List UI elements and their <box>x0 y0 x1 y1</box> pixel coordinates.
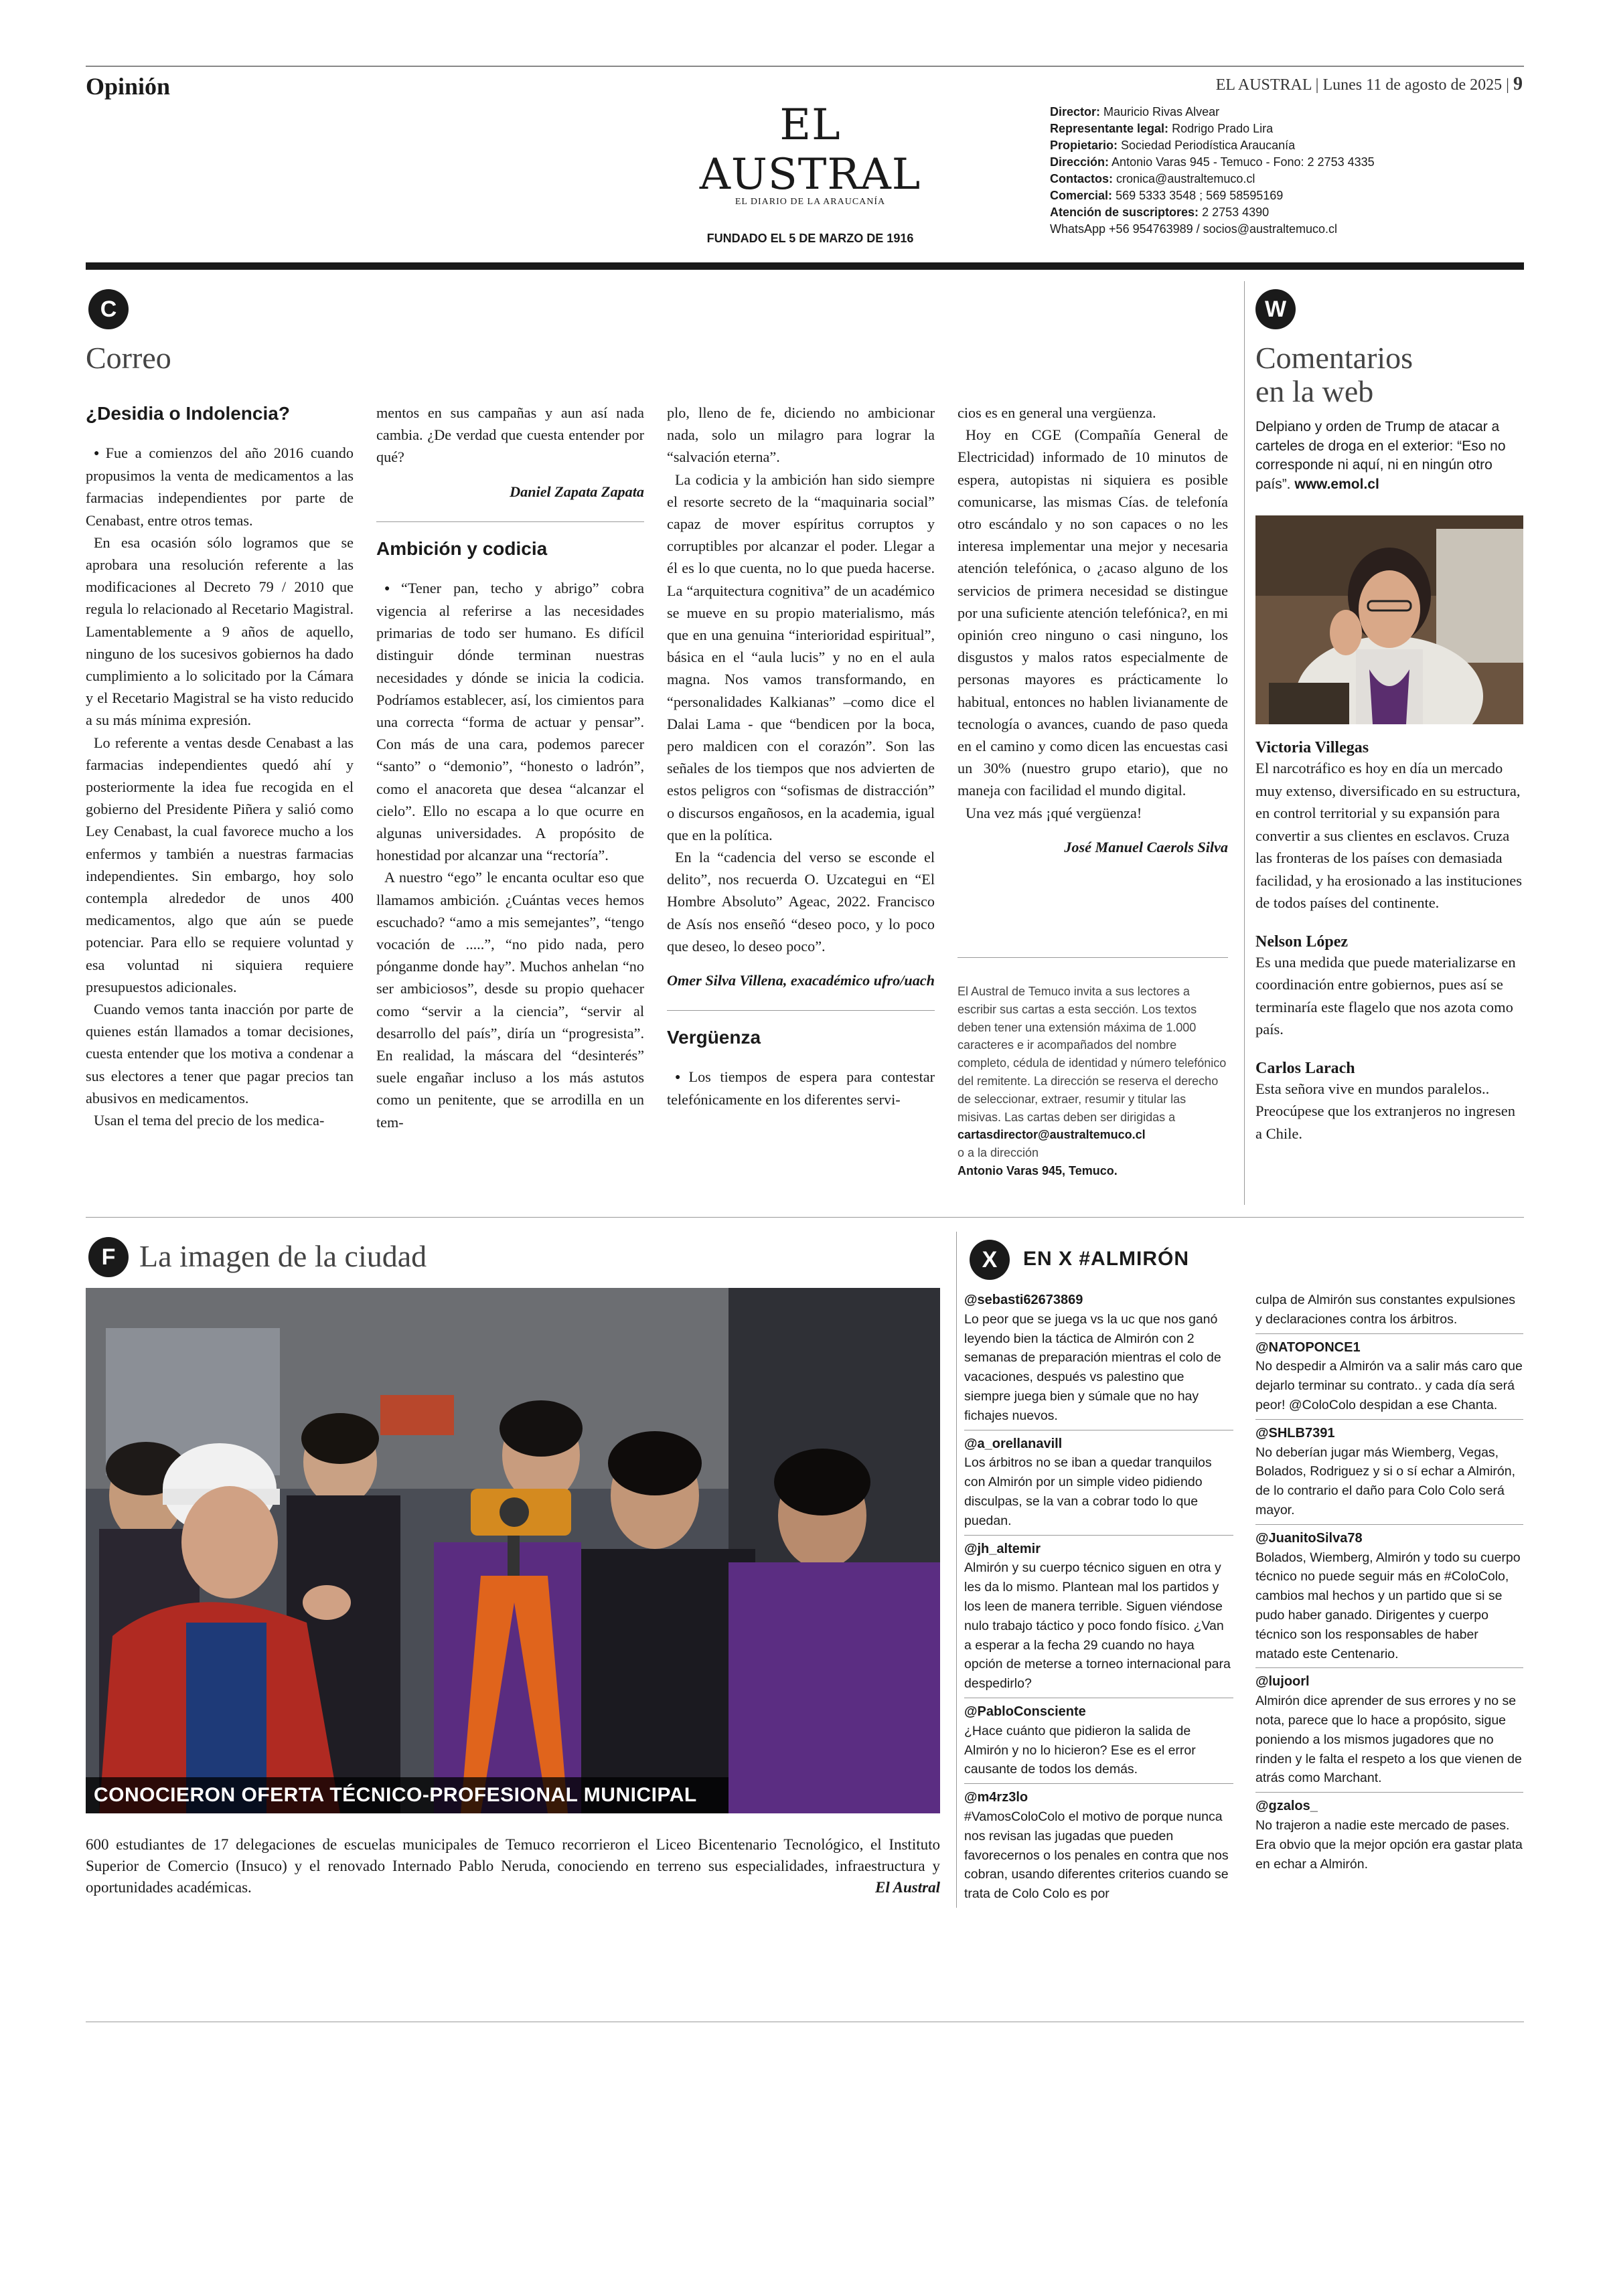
tweet <box>1255 1672 1523 1793</box>
tweet-text: Almirón y su cuerpo técnico siguen en otra y les da lo mismo. Plantean mal los partidos y los leen de manera terrible. Siguen viéndose nulo trabajo táctico y poco fondo físico. ¿Van a esperar a la fecha 29 cuando no haya opción de meterse a torneo internacional para despedirlo? <box>964 1560 1231 1692</box>
letter-paragraph: En la “cadencia del verso se esconde el delito”, nos recuerda O. Uzcategui en “El Hombre Absoluto” Ageac, 2022. Francisco de Asís nos enseñó “deseo poco, y lo poco que deseo, lo deseo poco”. <box>667 849 935 955</box>
tweet-handle[interactable]: @lujoorl <box>1255 1674 1310 1690</box>
web-badge: W <box>1255 289 1296 329</box>
commenter-name: Nelson López <box>1255 932 1348 951</box>
staff-box <box>1050 104 1425 238</box>
letter-paragraph: En esa ocasión sólo logramos que se aprobara una resolución referente a las modificaciones al Decreto 79 / 2010 que regula lo relacionado al Recetario Magistral. Lamentablemente a 9 años de aquello, ninguno de los sucesivos gobiernos ha dado cumplimiento a lo solicitado por la Cámara y el Recetario Magistral se ha visto reducido a su más mínima expresión. <box>86 534 354 729</box>
city-photo-illustration <box>86 1288 940 1813</box>
tweets-right-column <box>1255 1291 1523 1882</box>
tweet <box>964 1434 1233 1536</box>
tweet-handle[interactable]: @NATOPONCE1 <box>1255 1339 1361 1355</box>
section-label: Opinión <box>86 73 171 100</box>
comment-text: Esta señora vive en mundos paralelos.. Preocúpese que los extranjeros no ingresen a Chile. <box>1255 1080 1516 1142</box>
portrait-photo <box>1255 515 1523 724</box>
letter-separator <box>376 521 644 522</box>
tweet-handle[interactable]: @a_orellanavill <box>964 1436 1063 1451</box>
submission-email[interactable]: cartasdirector@australtemuco.cl <box>958 1128 1146 1142</box>
letter-signature: Daniel Zapata Zapata <box>510 483 644 500</box>
correo-column-3 <box>667 402 935 1111</box>
letter-paragraph: plo, lleno de fe, diciendo no ambicionar nada, solo un milagro para lograr la “salvación eterna”. <box>667 404 935 466</box>
correo-column-1 <box>86 402 354 1131</box>
mid-page-rule <box>86 1217 1524 1218</box>
folio-text: EL AUSTRAL | Lunes 11 de agosto de 2025 | <box>1215 76 1509 94</box>
x-badge: X <box>970 1240 1010 1280</box>
web-title-line: Comentarios <box>1255 341 1413 375</box>
correo-column-4 <box>958 402 1228 858</box>
folio <box>1216 74 1523 95</box>
photo-credit: El Austral <box>875 1879 940 1896</box>
note-separator <box>958 957 1228 958</box>
tweet-text: Bolados, Wiemberg, Almirón y todo su cuerpo técnico no puede seguir más en #ColoColo, cambios mal hechos y un partido que si se pudo haber ganado. Dirigentes y cuerpo técnico son los responsables de haber matado este Centenario. <box>1255 1550 1521 1661</box>
tweet-text: No trajeron a nadie este mercado de pases. Era obvio que la mejor opción era gastar plata en echar a Almirón. <box>1255 1817 1523 1872</box>
correo-column-2 <box>376 402 644 1133</box>
letter-paragraph: A nuestro “ego” le encanta ocultar eso que llamamos ambición. ¿Cuántas veces hemos escuchado? “amo a mis semejantes”, “tengo vocación de .....”, “no pido nada, pero pónganme donde hay”. Muchos anhelan “no ser ambiciosos”, desde su propio quehacer como “servir a la ciencia”, “servir al desarrollo del país”, diría un “progresista”. En realidad, la máscara del “desinterés” suele engañar incluso a los más astutos como un penitente, que se arrodilla en un tem- <box>376 869 644 1131</box>
tweet-handle[interactable]: @JuanitoSilva78 <box>1255 1530 1363 1546</box>
tweet-handle[interactable]: @gzalos_ <box>1255 1799 1318 1814</box>
photo-overlay-title: CONOCIERON OFERTA TÉCNICO-PROFESIONAL MUNICIPAL <box>86 1777 729 1813</box>
founded-line: FUNDADO EL 5 DE MARZO DE 1916 <box>706 232 914 245</box>
letter-heading: Ambición y codicia <box>376 538 548 559</box>
web-title-line: en la web <box>1255 374 1374 408</box>
letter-heading: ¿Desidia o Indolencia? <box>86 403 290 424</box>
letter-paragraph: ● “Tener pan, techo y abrigo” cobra vigencia al referirse a las necesidades primarias de todo ser humano. Es difícil distinguir dónde terminan nuestras necesidades y dónde se inicia la codicia. Podríamos establecer, así, los cimientos para una correcta “forma de actuar y pensar”. Con más de una cara, podemos parecer “santo” o “demonio”, “honesto o ladrón”, como el anacoreta que desea “alcanzar el cielo”. Ello no escapa a lo que ocurre en algunas universidades. A propósito de honestidad por alcanzar una “rectoría”. <box>376 577 644 867</box>
portrait-illustration <box>1255 515 1523 724</box>
staff-line: Dirección: Antonio Varas 945 - Temuco - Fono: 2 2753 4335 <box>1050 155 1375 169</box>
page-number: 9 <box>1513 74 1523 94</box>
submission-address: Antonio Varas 945, Temuco. <box>958 1163 1118 1177</box>
header-rule <box>86 66 1524 67</box>
letter-signature: Omer Silva Villena, exacadémico ufro/uach <box>667 972 935 989</box>
letter-paragraph: Usan el tema del precio de los medica- <box>94 1112 325 1129</box>
staff-line: Comercial: 569 5333 3548 ; 569 58595169 <box>1050 189 1284 202</box>
tweets-left-column <box>964 1291 1233 1912</box>
letter-paragraph: cios es en general una vergüenza. <box>958 404 1156 421</box>
letter-paragraph: Hoy en CGE (Compañía General de Electricidad) informado de 10 minutos de espera, autopistas ni siquiera es posible comunicarse, las mismas Cías. de telefonía otro escándalo y no son capaces o no les interesa implementar una mejor y necesaria atención telefónica, o ¿acaso alguno de los servicios de primera necesidad se distingue por una suficiente atención telefónica?, en mi opinión creo ninguno o casi ninguno, los disgustos y malos ratos especialmente de personas mayores es prácticamente lo habitual, entonces no hablen livianamente de tecnología o avances, cuando de paso queda en el camino y como dicen las encuestas casi un 30% (nuestro grupo etario), que no maneja con facilidad el mundo digital. <box>958 426 1228 799</box>
comment-text: El narcotráfico es hoy en día un mercado muy extenso, diversificado en su estructura, en control territorial y su expansión para convertir a sus clientes en esclavos. Cruza las fronteras de los países con demasiada facilidad, y ha erosionado a las instituciones de todos países del continente. <box>1255 760 1523 911</box>
letter-paragraph: ● Fue a comienzos del año 2016 cuando propusimos la venta de medicamentos a las farmacias independientes por parte de Cenabast, entre otros temas. <box>86 442 354 531</box>
staff-line: Propietario: Sociedad Periodística Araucanía <box>1050 139 1296 152</box>
tweet <box>1255 1797 1523 1878</box>
tweet <box>964 1540 1233 1698</box>
correo-badge: C <box>88 289 129 329</box>
header-thick-rule <box>86 262 1524 270</box>
submission-note <box>958 983 1228 1180</box>
web-intro-text: Delpiano y orden de Trump de atacar a carteles de droga en el exterior: “Eso no corresponde ni aquí, ni en ningún otro país”. <box>1255 419 1506 492</box>
logo-tagline: EL DIARIO DE LA ARAUCANÍA <box>735 197 886 207</box>
tweet <box>1255 1424 1523 1525</box>
newspaper-logo: EL AUSTRAL <box>699 100 921 199</box>
tweet-text: Lo peor que se juega vs la uc que nos ganó leyendo bien la táctica de Almirón con 2 semanas de preparación mientras el colo de vacaciones, después vs palestino que siempre juega bien y súmale que no hay fichajes nuevos. <box>964 1311 1221 1423</box>
imagen-title: La imagen de la ciudad <box>139 1239 427 1273</box>
letter-paragraph: Cuando vemos tanta inacción por parte de quienes están llamados a tomar decisiones, cuesta entender que los motiva a condenar a sus electores a tener que pagar precios tan abusivos en medicamentos. <box>86 1001 354 1106</box>
letter-paragraph: La codicia y la ambición han sido siempre el resorte secreto de la “maquinaria social” capaz de mover espíritus corruptos y corruptibles por alcanzar el poder. Llegar a él es lo que cuenta, no lo que pueda hacerse. La “arquitectura cognitiva” de un académico se mueve en su propio materialismo, más que en una genuina “interioridad espiritual”, básica en el “aula lucis” y no en el aula magna. Nos vamos transformando, en “personalidades Kalkianas” –como dice el Dalai Lama - que “bendicen por la boca, pero maldicen con el corazón”. Son las señales de los tiempos que nos advierten de estos peligros con “sofismas de distracción” o discursos engañosos, en la academia, igual que en la política. <box>667 471 935 843</box>
tweet-handle[interactable]: @m4rz3lo <box>964 1790 1028 1805</box>
web-comments <box>1255 739 1523 1145</box>
tweet <box>964 1788 1233 1908</box>
tweet <box>1255 1529 1523 1669</box>
tweet <box>964 1291 1233 1430</box>
tweet-handle[interactable]: @jh_altemir <box>964 1541 1041 1556</box>
tweet-handle[interactable]: @SHLB7391 <box>1255 1425 1335 1441</box>
web-intro <box>1255 418 1523 494</box>
tweet-continuation <box>1255 1291 1523 1334</box>
letter-paragraph: ● Los tiempos de espera para contestar telefónicamente en los diferentes servi- <box>667 1066 935 1111</box>
tweet-text: ¿Hace cuánto que pidieron la salida de Almirón y no lo hicieron? Ese es el error causante de todos los demás. <box>964 1723 1196 1777</box>
staff-line: Atención de suscriptores: 2 2753 4390 <box>1050 206 1270 219</box>
masthead <box>690 100 931 246</box>
staff-line: WhatsApp +56 954763989 / socios@australtemuco.cl <box>1050 222 1338 236</box>
tweet <box>1255 1338 1523 1420</box>
tweet-text: #VamosColoColo el motivo de porque nunca nos revisan las jugadas que pueden favorecernos o los penales en contra que nos cobran, usando diferentes criterios cuando se trata de Colo Colo es por <box>964 1809 1229 1902</box>
x-column-divider <box>956 1232 957 1908</box>
x-section-title: EN X #ALMIRÓN <box>1023 1248 1190 1270</box>
tweet-text: Almirón dice aprender de sus errores y no se nota, parece que lo hace a propósito, sigue poniendo a los mismos jugadores que no rinden y le falta el respeto a los que vienen de atrás como Marchant. <box>1255 1694 1522 1786</box>
letter-signature: José Manuel Caerols Silva <box>1064 838 1228 855</box>
tweet-text: No despedir a Almirón va a salir más caro que dejarlo terminar su contrato.. y cada día será peor! @ColoColo despidan a ese Chanta. <box>1255 1359 1523 1412</box>
web-column-divider <box>1244 281 1245 1205</box>
imagen-badge: F <box>88 1237 129 1277</box>
correo-title: Correo <box>86 341 171 375</box>
tweet <box>964 1702 1233 1784</box>
tweet-handle[interactable]: @PabloConsciente <box>964 1704 1086 1719</box>
city-photo <box>86 1288 940 1813</box>
commenter-name: Carlos Larach <box>1255 1059 1355 1077</box>
staff-line: Contactos: cronica@australtemuco.cl <box>1050 172 1255 185</box>
tweet-text: No deberían jugar más Wiemberg, Vegas, Bolados, Rodriguez y si o sí echar a Almirón, de lo contrario el daño para Colo Colo será mayor. <box>1255 1445 1516 1518</box>
photo-caption <box>86 1834 940 1898</box>
staff-line: Director: Mauricio Rivas Alvear <box>1050 105 1220 118</box>
web-title <box>1255 341 1413 408</box>
commenter-name: Victoria Villegas <box>1255 739 1369 756</box>
tweet-text: culpa de Almirón sus constantes expulsiones y declaraciones contra los árbitros. <box>1255 1293 1516 1327</box>
web-intro-block <box>1255 418 1523 494</box>
staff-line: Representante legal: Rodrigo Prado Lira <box>1050 122 1274 135</box>
tweet-text: Los árbitros no se iban a quedar tranquilos con Almirón por un simple video pidiendo disculpas, se la van a cobrar todo lo que puedan. <box>964 1455 1212 1528</box>
photo-caption-text: 600 estudiantes de 17 delegaciones de escuelas municipales de Temuco recorrieron el Liceo Bicentenario Tecnológico, el Instituto Superior de Comercio (Insuco) y el renovado Internado Pablo Neruda, conociendo en terreno sus especialidades, infraestructura y oportunidades académicas. <box>86 1836 940 1896</box>
submission-text: El Austral de Temuco invita a sus lectores a escribir sus cartas a esta sección. Los textos deben tener una extensión máxima de 1.000 caracteres e ir acompañados del nombre completo, cédula de identidad y número telefónico del remitente. La dirección se reserva el derecho de seleccionar, extraer, resumir y titular las misivas. Las cartas deben ser dirigidas a <box>958 985 1227 1124</box>
submission-mid: o a la dirección <box>958 1146 1039 1160</box>
letter-paragraph: Una vez más ¡qué vergüenza! <box>966 804 1142 821</box>
tweet-handle[interactable]: @sebasti62673869 <box>964 1293 1083 1307</box>
letter-separator <box>667 1010 935 1011</box>
letter-paragraph: mentos en sus campañas y aun así nada cambia. ¿De verdad que cuesta entender por qué? <box>376 404 644 466</box>
letter-heading: Vergüenza <box>667 1027 761 1048</box>
web-intro-source[interactable]: www.emol.cl <box>1294 476 1379 492</box>
comment-text: Es una medida que puede materializarse en coordinación entre gobiernos, pues así se terminaría este flagelo que nos azota como país. <box>1255 953 1516 1038</box>
letter-paragraph: Lo referente a ventas desde Cenabast a las farmacias independientes quedó ahí y posteriormente la idea fue recogida en el gobierno del Presidente Piñera y salió como Ley Cenabast, la cual favorece mucho a los enfermos y también a nuestras farmacias independientes. Sin embargo, hoy solo contempla alrededor de unos 400 medicamentos, algo que aún se puede potenciar. Para ello se requiere voluntad y esa voluntad ni siquiera requiere presupuestos adicionales. <box>86 734 354 995</box>
